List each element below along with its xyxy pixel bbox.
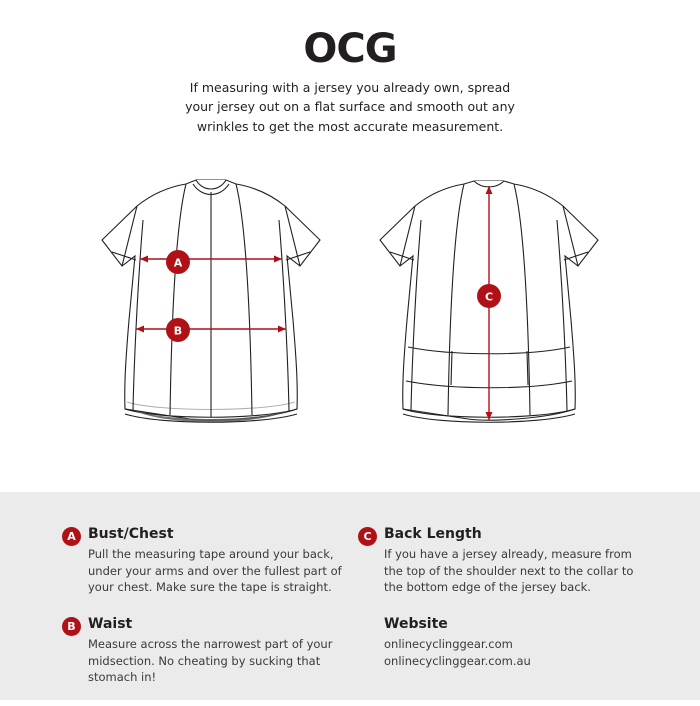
legend-item-back-length [358, 526, 648, 596]
website-title: Website [384, 616, 448, 633]
legend-title-back-length: Back Length [384, 526, 482, 542]
website-block [358, 616, 648, 671]
legend-column-right [358, 526, 648, 691]
marker-b [166, 318, 190, 342]
legend-column-left [62, 526, 352, 706]
brand-logo: OCG [303, 26, 397, 72]
website-link-com[interactable]: onlinecyclinggear.com [384, 637, 513, 652]
legend-item-waist [62, 616, 352, 686]
legend-marker-b: B [62, 617, 81, 636]
legend-title-bust-chest: Bust/Chest [88, 526, 174, 542]
svg-text:C: C [484, 290, 494, 304]
legend-description-bust-chest: Pull the measuring tape around your back, under your arms and over the fullest part of your chest. Make sure the tape is straight. [88, 547, 342, 595]
marker-c [477, 284, 501, 308]
legend-marker-c: C [358, 527, 377, 546]
marker-a [166, 250, 190, 274]
website-link-com-au[interactable]: onlinecyclinggear.com.au [384, 654, 531, 669]
legend-title-waist: Waist [88, 616, 133, 633]
svg-text:A: A [173, 256, 183, 270]
legend-item-bust-chest [62, 526, 352, 596]
svg-text:B: B [173, 324, 183, 338]
legend-description-back-length: If you have a jersey already, measure from the top of the shoulder next to the collar to the bottom edge of the jersey back. [384, 547, 634, 595]
intro-text: If measuring with a jersey you already own, spread your jersey out on a flat surface and smooth out any wrinkles to get the most accurate measurement. [185, 80, 515, 134]
legend-description-waist: Measure across the narrowest part of your midsection. No cheating by sucking that stomach in! [88, 637, 333, 685]
legend-section [0, 492, 700, 700]
legend-marker-a: A [62, 527, 81, 546]
jersey-diagram [0, 170, 700, 460]
jersey-front-illustration [102, 180, 320, 422]
